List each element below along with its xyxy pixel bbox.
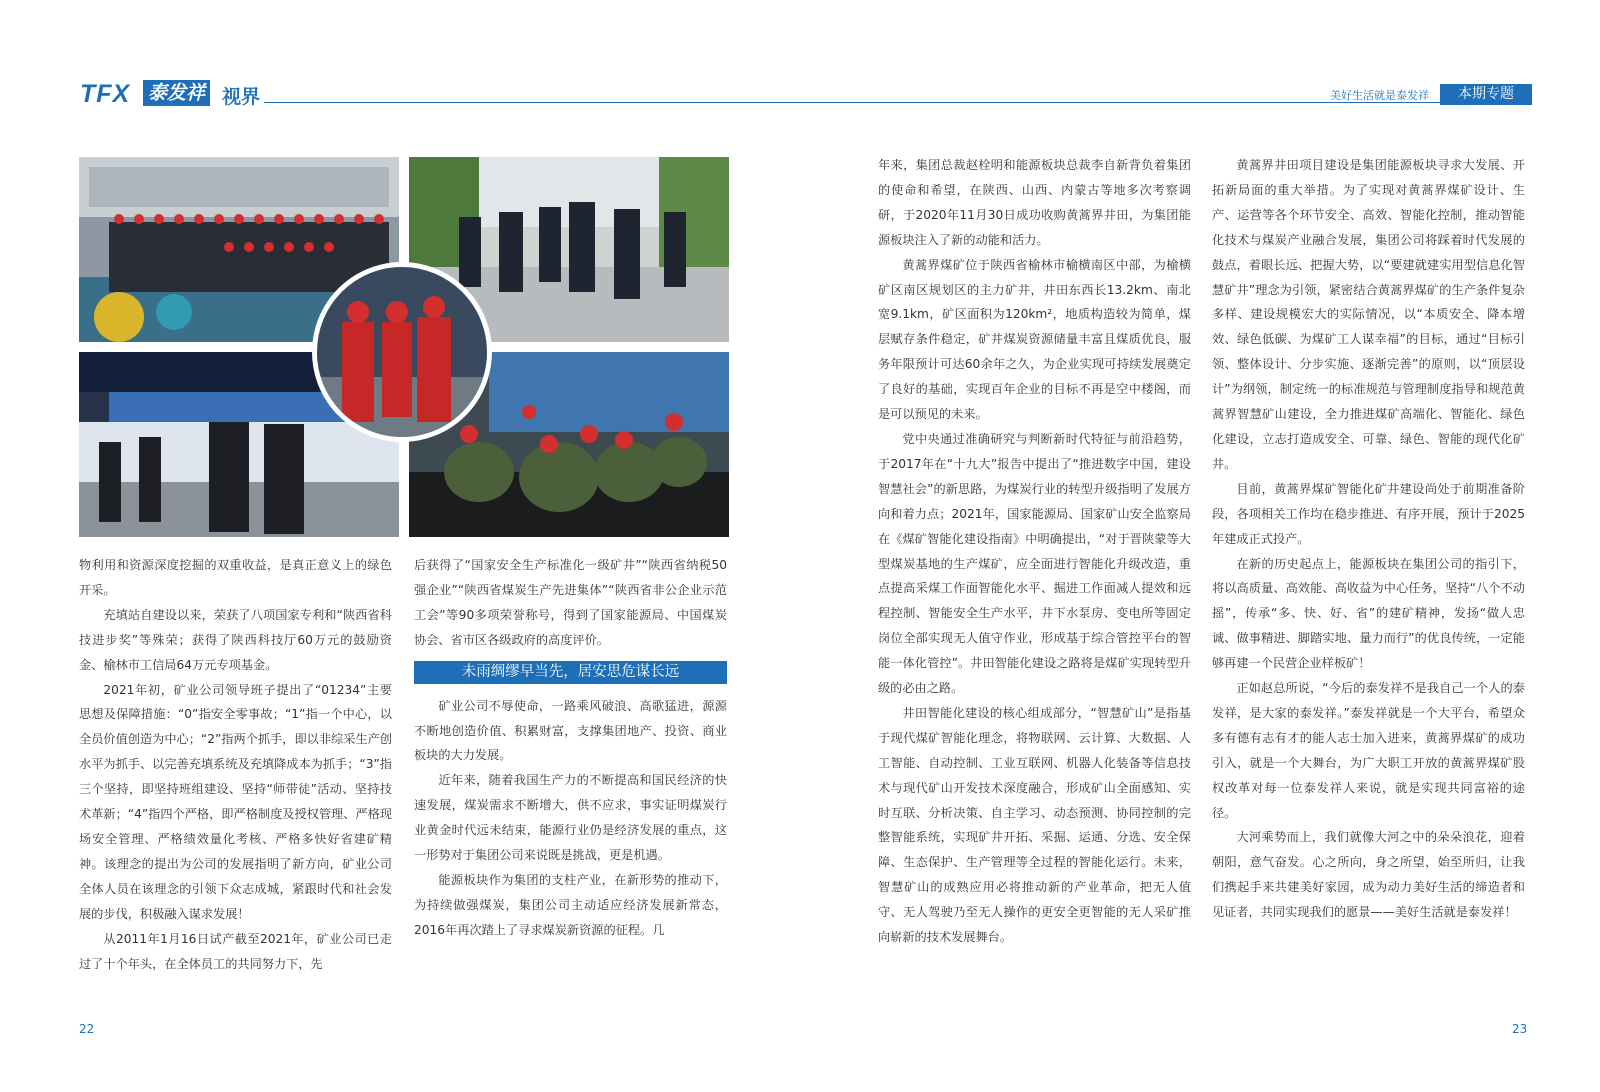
logo-cn: 泰发祥 xyxy=(143,80,210,106)
paragraph: 物利用和资源深度挖掘的双重收益，是真正意义上的绿色开采。 xyxy=(79,558,392,597)
text-column-3 xyxy=(878,153,1191,950)
paragraph: 从2011年1月16日试产截至2021年，矿业公司已走过了十个年头，在全体员工的共同努力下，先 xyxy=(79,931,392,971)
paragraph: 黄蒿界井田项目建设是集团能源板块寻求大发展、开拓新局面的重大举措。为了实现对黄蒿界煤矿设计、生产、运营等各个环节安全、高效、智能化控制，推动智能化技术与煤炭产业融合发展，集团公司将踩着时代发展的鼓点，着眼长远、把握大势，以“要建就建实用型信息化智慧矿井”理念为引领，紧密结合黄蒿界煤矿的生产条件复杂多样、建设规模宏大的实际情况，以“本质安全、降本增效、绿色低碳、为煤矿工人谋幸福”的目标，通过“目标引领、整体设计、分步实施、逐渐完善”的原则，以“顶层设计”为纲领，制定统一的标准规范与管理制度指导和规范黄蒿界智慧矿山建设，全力推进煤矿高端化、智能化、绿色化建设，立志打造成安全、可靠、绿色、智能的现代化矿井。 xyxy=(1212,158,1525,471)
paragraph: 2021年初，矿业公司领导班子提出了“01234”主要思想及保障措施：“0”指安全零事故；“1”指一个中心，以全员价值创造为中心；“2”指两个抓手，即以非综采生产创水平为抓手、以完善充填系统及充填降成本为抓手；“3”指三个坚持，即坚持班组建设、坚持“师带徒”活动、坚持技术革新；“4”指四个严格，即严格制度及授权管理、严格现场安全管理、严格绩效量化考核、严格多快好省建矿精神。该理念的提出为公司的发展指明了新方向，矿业公司全体人员在该理念的引领下众志成城，紧跟时代和社会发展的步伐，积极融入谋求发展！ xyxy=(79,682,392,921)
header-slogan: 美好生活就是泰发祥 xyxy=(1330,89,1429,102)
paragraph: 大河乘势而上，我们就像大河之中的朵朵浪花，迎着朝阳，意气奋发。心之所向，身之所望，始至所归，让我们携起手来共建美好家园，成为动力美好生活的缔造者和见证者，共同实现我们的愿景——美好生活就是泰发祥！ xyxy=(1212,830,1525,920)
logo-sub: 视界 xyxy=(222,86,261,108)
paragraph: 井田智能化建设的核心组成部分，“智慧矿山”是指基于现代煤矿智能化理念，将物联网、云计算、大数据、人工智能、自动控制、工业互联网、机器人化装备等信息技术与现代矿山开发技术深度融合，形成矿山全面感知、实时互联、分析决策、自主学习、动态预测、协同控制的完整智能系统，实现矿井开拓、采掘、运通、分选、安全保障、生态保护、生产管理等全过程的智能化运行。未来，智慧矿山的成熟应用必将推动新的产业革命，把无人值守、无人驾驶乃至无人操作的更安全更智能的无人采矿推向崭新的技术发展舞台。 xyxy=(878,705,1191,945)
paragraph: 党中央通过准确研究与判断新时代特征与前沿趋势，于2017年在“十九大”报告中提出了“推进数字中国，建设智慧社会”的新思路，为煤炭行业的转型升级指明了发展方向和着力点；2021年，国家能源局、国家矿山安全监察局在《煤矿智能化建设指南》中明确提出，“对于晋陕蒙等大型煤炭基地的生产煤矿，应全面进行智能化升级改造，重点提高采煤工作面智能化水平、掘进工作面减人提效和远程控制、智能安全生产水平，井下水泵房、变电所等固定岗位全部实现无人值守作业，形成基于综合管控平台的智能一体化管控”。井田智能化建设之路将是煤矿实现转型升级的必由之路。 xyxy=(878,431,1191,696)
inspectors-circle-photo xyxy=(312,262,492,442)
section-heading: 未雨绸缪早当先，居安思危谋长远 xyxy=(414,661,727,684)
paragraph: 黄蒿界煤矿位于陕西省榆林市榆横南区中部，为榆横矿区南区规划区的主力矿井，井田东西长13.2km、南北宽9.1km，矿区面积为120km²，地质构造较为简单，煤层赋存条件稳定，矿井煤炭资源储量丰富且煤质优良，服务年限预计可达60余年之久，为企业实现可持续发展奠定了良好的基础，实现百年企业的目标不再是空中楼阁，而是可以预见的未来。 xyxy=(878,257,1191,422)
paragraph: 后获得了“国家安全生产标准化一级矿井”“陕西省纳税50强企业”“陕西省煤炭生产先进集体”“陕西省非公企业示范工会”等90多项荣誉称号，得到了国家能源局、中国煤炭协会、省市区各级政府的高度评价。 xyxy=(414,558,727,647)
topic-badge: 本期专题 xyxy=(1440,84,1532,105)
text-column-4 xyxy=(1212,153,1525,925)
paragraph: 在新的历史起点上，能源板块在集团公司的指引下，将以高质量、高效能、高收益为中心任务，坚持“八个不动摇”，传承“多、快、好、省”的建矿精神，发扬“做人忠诚、做事精进、脚踏实地、量力而行”的优良传统，一定能够再建一个民营企业样板矿！ xyxy=(1212,556,1525,671)
paragraph: 年来，集团总裁赵栓明和能源板块总裁李自新背负着集团的使命和希望，在陕西、山西、内蒙古等地多次考察调研，于2020年11月30日成功收购黄蒿界井田，为集团能源板块注入了新的动能和活力。 xyxy=(878,158,1191,247)
text-column-2 xyxy=(414,553,727,943)
logo-en: TFX xyxy=(80,80,131,108)
header-rule xyxy=(264,102,1490,103)
text-column-1 xyxy=(79,553,392,976)
paragraph: 矿业公司不辱使命，一路乘风破浪、高歌猛进，源源不断地创造价值、积累财富，支撑集团地产、投资、商业板块的大力发展。 xyxy=(414,698,727,763)
paragraph: 正如赵总所说，“今后的泰发祥不是我自己一个人的泰发祥，是大家的泰发祥。”泰发祥就是一个大平台，希望众多有德有志有才的能人志士加入进来，黄蒿界煤矿的成功引入，就是一个大舞台，为广大职工开放的黄蒿界煤矿股权改革对每一位泰发祥人来说，就是实现共同富裕的途径。 xyxy=(1212,681,1525,820)
paragraph: 近年来，随着我国生产力的不断提高和国民经济的快速发展，煤炭需求不断增大，供不应求，事实证明煤炭行业黄金时代远未结束，能源行业仍是经济发展的重点，这一形势对于集团公司来说既是挑战，更是机遇。 xyxy=(414,773,727,863)
paragraph: 目前，黄蒿界煤矿智能化矿井建设尚处于前期准备阶段，各项相关工作均在稳步推进、有序开展，预计于2025年建成正式投产。 xyxy=(1212,481,1525,546)
paragraph: 充填站自建设以来，荣获了八项国家专利和“陕西省科技进步奖”等殊荣；获得了陕西科技厅60万元的鼓励资金、榆林市工信局64万元专项基金。 xyxy=(79,607,392,672)
page-number-left: 22 xyxy=(79,1022,95,1036)
paragraph: 能源板块作为集团的支柱产业，在新形势的推动下，为持续做强煤炭，集团公司主动适应经济发展新常态，2016年再次踏上了寻求煤炭新资源的征程。几 xyxy=(414,872,727,937)
page-number-right: 23 xyxy=(1512,1022,1528,1036)
